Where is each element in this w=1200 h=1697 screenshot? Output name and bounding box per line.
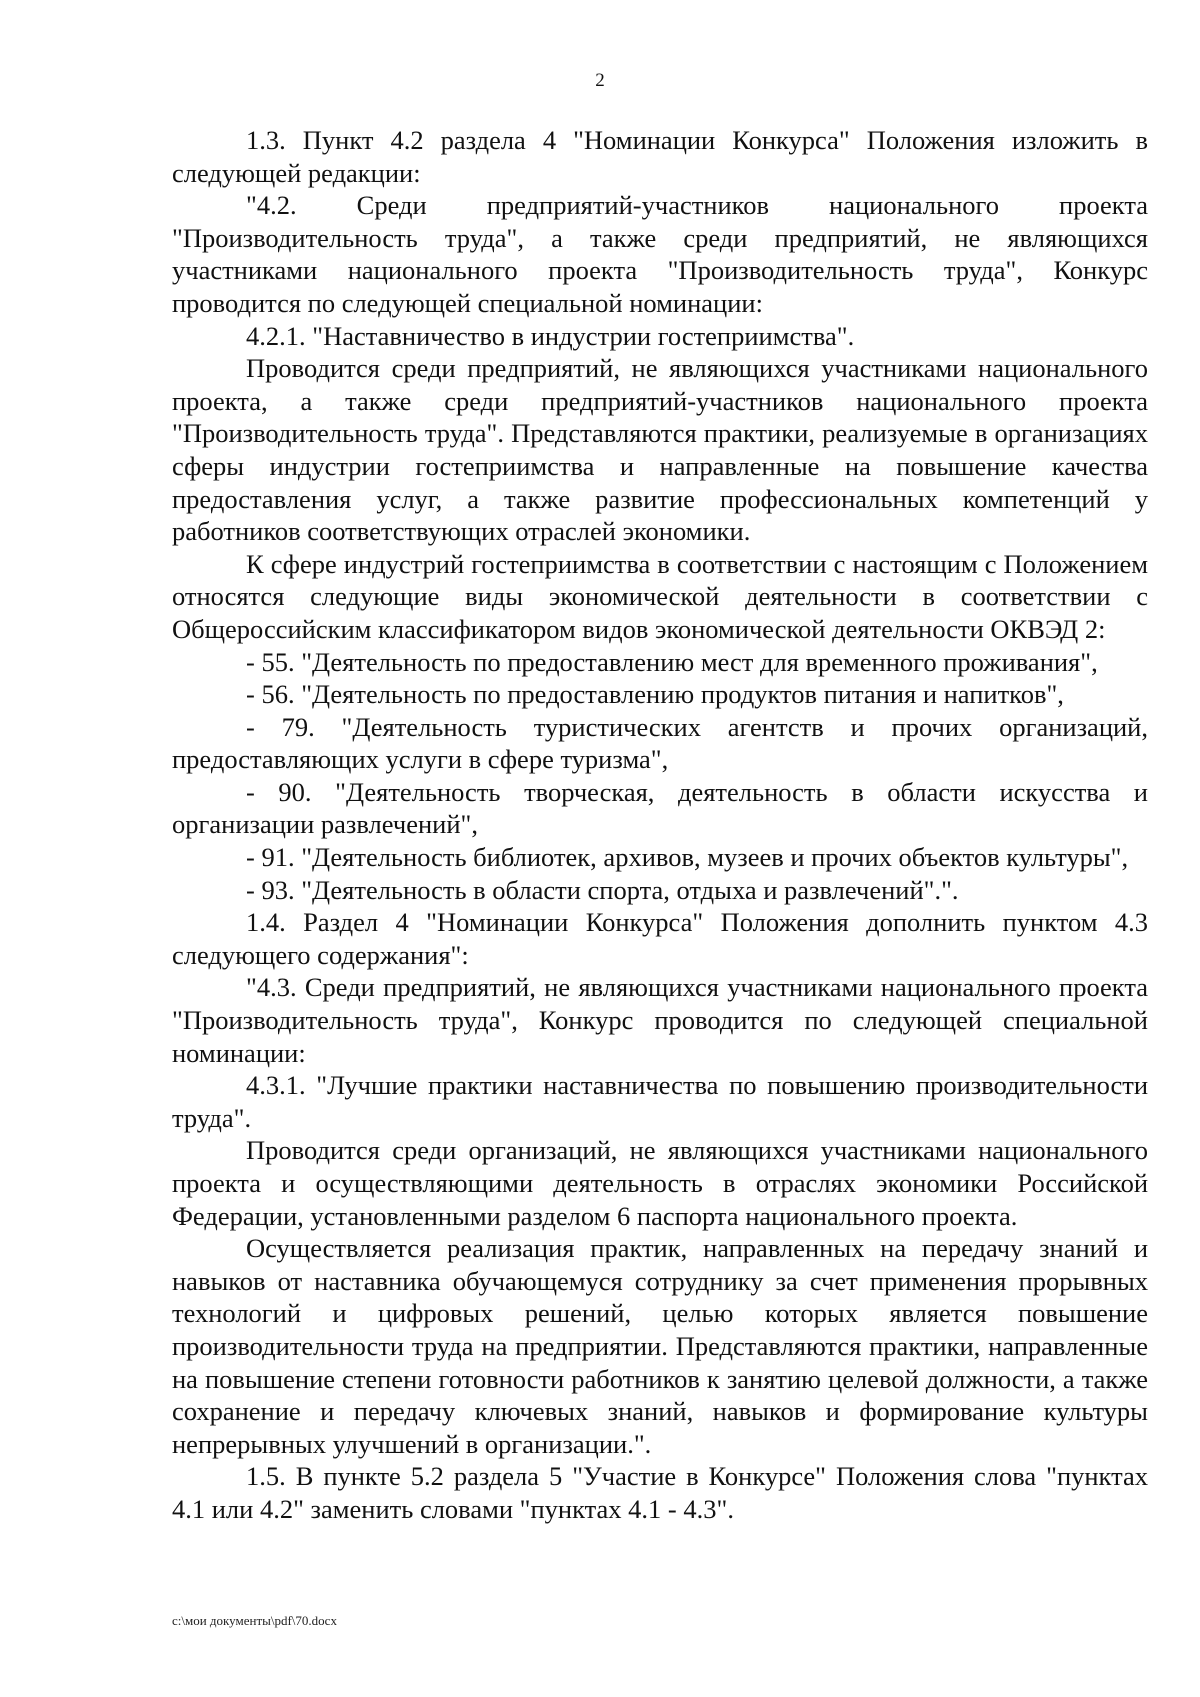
paragraph-1-4: 1.4. Раздел 4 "Номинации Конкурса" Положения дополнить пунктом 4.3 следующего содержания":: [172, 907, 1148, 970]
paragraph-1-3: 1.3. Пункт 4.2 раздела 4 "Номинации Конкурса" Положения изложить в следующей редакции:: [172, 125, 1148, 188]
paragraph-4-3: "4.3. Среди предприятий, не являющихся участниками национального проекта "Производительность труда", Конкурс проводится по следующей специальной номинации:: [172, 972, 1148, 1068]
paragraph-4-3-1: 4.3.1. "Лучшие практики наставничества по повышению производительности труда".: [172, 1070, 1148, 1133]
list-item-okved-55: - 55. "Деятельность по предоставлению мест для временного проживания",: [246, 646, 1098, 677]
paragraph-hospitality-scope: К сфере индустрий гостеприимства в соответствии с настоящим с Положением относятся следующие виды экономической деятельности в соответствии с Общероссийским классификатором видов экономической деятельности ОКВЭД 2:: [172, 548, 1148, 644]
paragraph-4-2: "4.2. Среди предприятий-участников национального проекта "Производительность труда", а также среди предприятий, не являющихся участниками национального проекта "Производительность труда", Конкурс проводится по следующей специальной номинации:: [172, 190, 1148, 318]
list-item-okved-56: - 56. "Деятельность по предоставлению продуктов питания и напитков",: [246, 679, 1064, 710]
footer-file-path: c:\мои документы\pdf\70.docx: [172, 1613, 337, 1628]
paragraph-practices: Осуществляется реализация практик, направленных на передачу знаний и навыков от наставника обучающемуся сотруднику за счет применения прорывных технологий и цифровых решений, целью которых является повышение производительности труда на предприятии. Представляются практики, направленные на повышение степени готовности работников к занятию целевой должности, а также сохранение и передачу ключевых знаний, навыков и формирование культуры непрерывных улучшений в организации.".: [172, 1233, 1148, 1459]
document-body: [172, 124, 1148, 1526]
list-item-okved-91: - 91. "Деятельность библиотек, архивов, музеев и прочих объектов культуры",: [246, 842, 1129, 873]
paragraph-4-2-1: 4.2.1. "Наставничество в индустрии гостеприимства".: [246, 320, 855, 351]
list-item-okved-90: - 90. "Деятельность творческая, деятельность в области искусства и организации развлечений",: [172, 776, 1148, 840]
paragraph-1-5: 1.5. В пункте 5.2 раздела 5 "Участие в Конкурсе" Положения слова "пунктах 4.1 или 4.2" заменить словами "пунктах 4.1 - 4.3".: [172, 1461, 1148, 1524]
paragraph-4-3-1-description: Проводится среди организаций, не являющихся участниками национального проекта и осуществляющими деятельность в отраслях экономики Российской Федерации, установленными разделом 6 паспорта национального проекта.: [172, 1135, 1148, 1231]
paragraph-4-2-1-description: Проводится среди предприятий, не являющихся участниками национального проекта, а также среди предприятий-участников национального проекта "Производительность труда". Представляются практики, реализуемые в организациях сферы индустрии гостеприимства и направленные на повышение качества предоставления услуг, а также развитие профессиональных компетенций у работников соответствующих отраслей экономики.: [172, 353, 1148, 547]
list-item-okved-79: - 79. "Деятельность туристических агентств и прочих организаций, предоставляющих услуги в сфере туризма",: [172, 711, 1148, 775]
list-item-okved-93: - 93. "Деятельность в области спорта, отдыха и развлечений".".: [246, 874, 959, 905]
page-number: 2: [595, 70, 605, 91]
